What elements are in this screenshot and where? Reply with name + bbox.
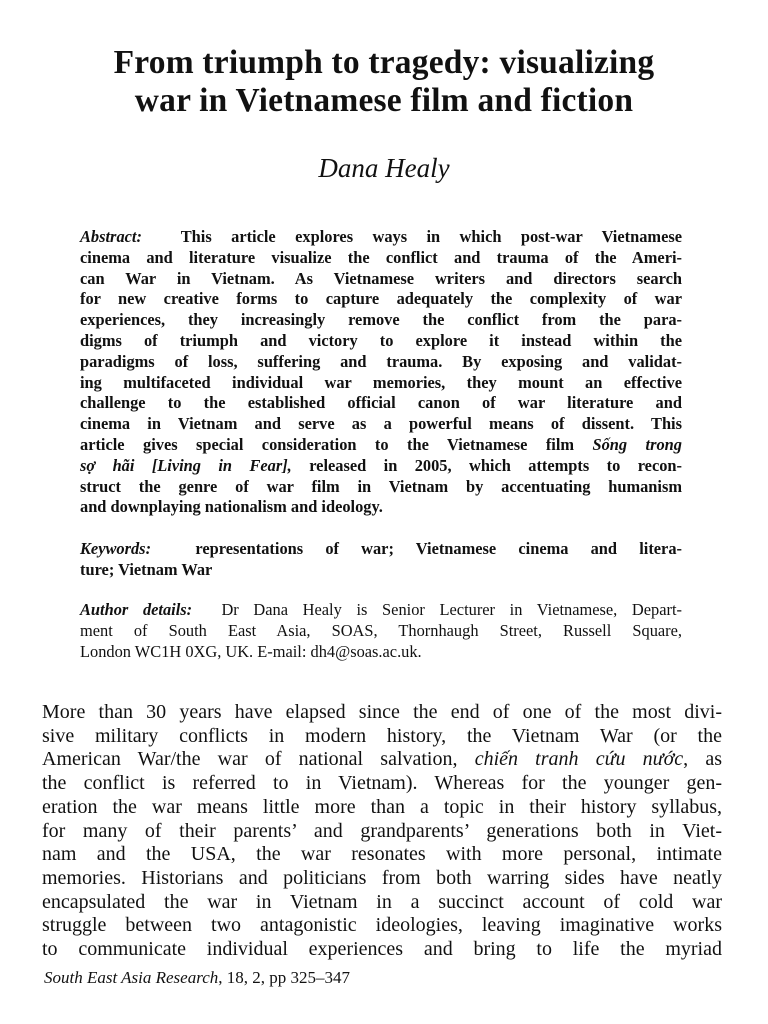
body-line [42,748,722,772]
journal-footer [44,968,350,988]
body-line: struggle between two antagonistic ideologies, leaving imaginative works [42,914,722,937]
title-line: war in Vietnamese film and fiction [134,82,634,119]
body-text-segment: , as [683,748,722,771]
abstract-line: struct the genre of war film in Vietnam by accentuating humanism [80,476,682,496]
body-line: More than 30 years have elapsed since the end of one of the most divi- [42,701,722,723]
film-title: sợ hãi [Living in Fear], [80,455,292,475]
abstract-line [80,456,682,477]
abstract-text: This article explores ways in which post-war Vietnamese [180,227,682,246]
keywords [80,539,682,581]
abstract-text: article gives special consideration to the Vietnamese film [80,434,575,454]
abstract-line: and downplaying nationalism and ideology. [80,497,383,517]
film-title: Sống trong [592,434,682,454]
author-details-line: ment of South East Asia, SOAS, Thornhaugh Street, Russell Square, [80,620,682,640]
abstract-line: ing multifaceted individual war memories, they mount an effective [80,372,682,392]
abstract-line: for new creative forms to capture adequately the complexity of war [80,289,682,309]
body-line: nam and the USA, the war resonates with more personal, intimate [42,843,722,866]
abstract-line: cinema and literature visualize the conflict and trauma of the Ameri- [80,247,682,267]
journal-name: South East Asia Research [44,968,219,987]
title-line: From triumph to tragedy: visualizing [113,44,655,81]
journal-details: , 18, 2, pp 325–347 [218,968,350,987]
author-name: Dana Healy [318,153,450,183]
vietnamese-term: chiến tranh cứu nước [474,748,684,771]
abstract-line: digms of triumph and victory to explore it instead within the [80,330,682,350]
abstract-line: challenge to the established official canon of war literature and [80,393,682,413]
keywords-text: representations of war; Vietnamese cinema and litera- [195,539,682,558]
body-line: encapsulated the war in Vietnam in a succinct account of cold war [42,890,722,913]
abstract-line: cinema in Vietnam and serve as a powerful means of dissent. This [80,414,682,434]
abstract-line: paradigms of loss, suffering and trauma. By exposing and validat- [80,351,682,371]
abstract-line: can War in Vietnam. As Vietnamese writers and directors search [80,268,682,288]
author-details-line [80,600,682,621]
body-text-segment: American War/the war of national salvation, [42,748,458,771]
keywords-line: ture; Vietnam War [80,559,213,579]
author-details-label: Author details: [80,600,193,619]
abstract-line [80,227,682,248]
keywords-line [80,539,682,560]
body-text [42,701,722,962]
abstract [80,227,682,518]
author-details [80,600,682,662]
paper-title [30,44,738,120]
keywords-label: Keywords: [80,539,152,558]
author-details-line: London WC1H 0XG, UK. E-mail: dh4@soas.ac.uk. [80,641,422,661]
abstract-label: Abstract: [80,227,142,246]
author-details-text: Dr Dana Healy is Senior Lecturer in Vietnamese, Depart- [221,600,682,619]
body-line: the conflict is referred to in Vietnam). Whereas for the younger gen- [42,772,722,795]
body-line: for many of their parents’ and grandparents’ generations both in Viet- [42,819,722,842]
abstract-line: experiences, they increasingly remove the conflict from the para- [80,310,682,330]
abstract-line [80,435,682,456]
body-line: eration the war means little more than a topic in their history syllabus, [42,795,722,818]
body-line: memories. Historians and politicians from both warring sides have neatly [42,866,722,889]
body-line: sive military conflicts in modern history, the Vietnam War (or the [42,724,722,747]
body-line: to communicate individual experiences and bring to life the myriad [42,938,722,961]
abstract-text: released in 2005, which attempts to recon- [309,455,682,475]
